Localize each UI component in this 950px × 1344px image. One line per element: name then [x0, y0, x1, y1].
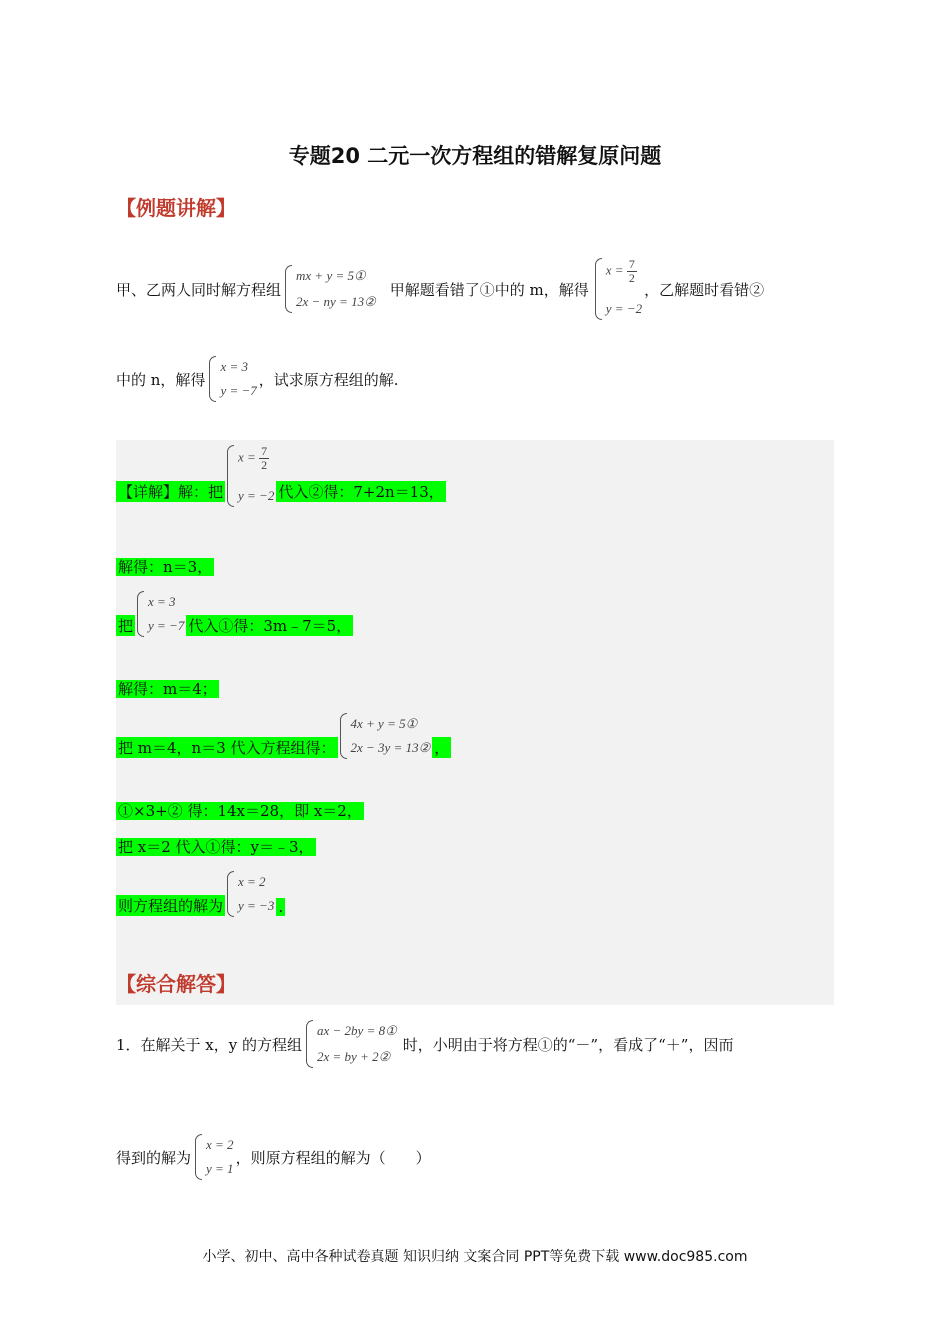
equation-2: 2x − ny = 13②: [296, 294, 376, 309]
question-1-line-2: [116, 1134, 431, 1180]
solution-step-6: ①×3+② 得：14x＝28，即 x＝2，: [118, 802, 362, 820]
question-1-system: ax − 2by = 8① 2x = by + 2②: [306, 1020, 397, 1068]
solution-step-5-system: 4x + y = 5① 2x − 3y = 13②: [340, 713, 431, 759]
solution-step-1-system: x = $\frac{7}{2}$ y = −2: [227, 445, 274, 507]
example-line-2: [116, 356, 399, 402]
solution-step-2: 解得：n＝3，: [118, 558, 213, 576]
page-footer: 小学、初中、高中各种试卷真题 知识归纳 文案合同 PPT等免费下载 www.doc985.com: [202, 1249, 748, 1265]
solution-step-8-system: x = 2 y = −3: [227, 871, 274, 917]
solution-step-3: 把 x = 3 y = −7 代入①得：3m﹣7＝5，: [116, 590, 353, 638]
equation-1: mx + y = 5①: [296, 268, 366, 283]
question-1-text-a: 1．在解关于 x，y 的方程组: [116, 1035, 303, 1054]
solution-step-7: 把 x＝2 代入①得：y＝﹣3，: [118, 838, 314, 856]
example-text-d: 中的 n，解得: [116, 370, 206, 389]
section-heading-comprehensive: 【综合解答】: [116, 972, 236, 996]
page-title: 专题20 二元一次方程组的错解复原问题: [288, 144, 662, 168]
section-heading-example: 【例题讲解】: [116, 196, 236, 220]
question-1-line-1: [116, 1020, 733, 1068]
example-text-c: ，乙解题时看错②: [644, 280, 765, 299]
question-1-text-d: ，则原方程组的解为（ ）: [235, 1148, 431, 1167]
solution-step-3-system: x = 3 y = −7: [137, 591, 184, 637]
solution-step-5: 把 m＝4，n＝3 代入方程组得： 4x + y = 5① 2x − 3y = 13② ，: [116, 712, 451, 760]
solution-step-8: 则方程组的解为 x = 2 y = −3 .: [116, 870, 285, 918]
example-text-e: ，试求原方程组的解.: [258, 370, 399, 389]
question-1-solution: x = 2 y = 1: [195, 1134, 234, 1180]
question-1-text-c: 得到的解为: [116, 1148, 192, 1167]
example-text-a: 甲、乙两人同时解方程组: [116, 280, 282, 299]
example-text-b: 甲解题看错了①中的 m，解得: [389, 280, 589, 299]
question-1-text-b: 时，小明由于将方程①的“－”，看成了“＋”，因而: [402, 1035, 734, 1054]
equation-system-main: [285, 265, 376, 313]
solution-jia: x = $\frac{7}{2}$ y = −2: [595, 258, 642, 320]
solution-yi: x = 3 y = −7: [209, 356, 256, 402]
solution-step-4: 解得：m＝4；: [118, 680, 217, 698]
fraction-seven-halves: $\frac{7}{2}$: [628, 257, 635, 285]
solution-step-1: 【详解】解：把 x = $\frac{7}{2}$ y = −2 代入②得：7+2n＝13，: [116, 444, 446, 508]
example-line-1: [116, 258, 764, 320]
